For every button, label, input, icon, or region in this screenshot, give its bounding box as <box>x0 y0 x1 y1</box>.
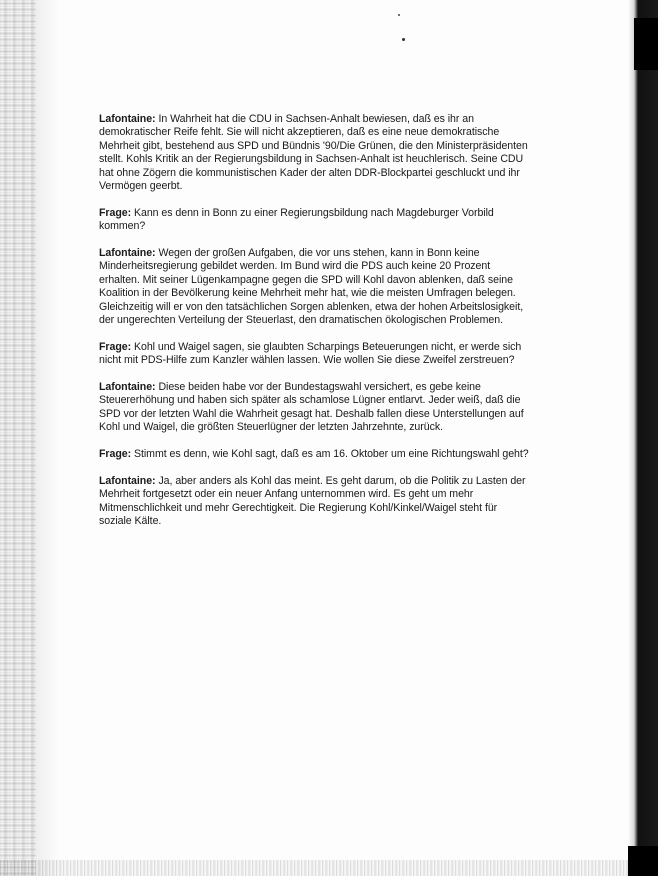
scan-edge-bottom <box>0 860 658 876</box>
speaker-label: Frage: <box>99 448 132 461</box>
paragraph <box>99 475 531 529</box>
paragraph <box>99 381 531 435</box>
scan-speck <box>398 14 400 16</box>
paragraph-text: Wegen der großen Aufgaben, die vor uns stehen, kann in Bonn keine Minderheitsregierung gebildet werden. Im Bund wird die PDS auch keine 20 Prozent erhalten. Mit seiner Lügenkampagne gegen die SPD will Kohl davon ablenken, daß seine Koalition in der Bevölkerung keine Mehrheit mehr hat, wie die meisten Umfragen belegen. Gleichzeitig will er von den tatsächlichen Sorgen ablenken, etwa der hohen Arbeitslosigkeit, der ungerechten Verteilung der Steuerlast, den dramatischen ökologischen Problemen. <box>99 247 524 327</box>
paragraph-text: Kann es denn in Bonn zu einer Regierungsbildung nach Magdeburger Vorbild kommen? <box>99 206 494 233</box>
paragraph <box>99 341 531 368</box>
paragraph-text: Ja, aber anders als Kohl das meint. Es geht darum, ob die Politik zu Lasten der Mehrheit fortgesetzt oder ein neuer Anfang unternommen wird. Es geht um mehr Mitmenschlichkeit und mehr Gerechtigkeit. Die Regierung Kohl/Kinkel/Waigel steht für soziale Kälte. <box>99 474 526 528</box>
speaker-label: Lafontaine: <box>99 113 156 125</box>
paragraph-text: Kohl und Waigel sagen, sie glaubten Scharpings Beteuerungen nicht, er werde sich nicht mit PDS-Hilfe zum Kanzler wählen lassen. Wie wollen Sie diese Zweifel zerstreuen? <box>99 340 522 367</box>
paragraph <box>99 113 531 193</box>
scan-speck <box>402 38 405 41</box>
paragraph-text: In Wahrheit hat die CDU in Sachsen-Anhalt bewiesen, daß es ihr an demokratischer Reife fehlt. Sie will nicht akzeptieren, daß es eine neue demokratische Mehrheit gibt, bestehend aus SPD und Bündnis '90/Die Grünen, die den Ministerpräsidenten stellt. Kohls Kritik an der Regierungsbildung in Sachsen-Anhalt ist heuchlerisch. Seine CDU hat ohne Zögern die kommunistischen Kader der alten DDR-Blockpartei geschluckt und ihr Vermögen geerbt. <box>99 113 528 193</box>
scan-shadow-left <box>36 0 60 876</box>
speaker-label: Frage: <box>99 340 132 353</box>
scan-edge-left <box>0 0 36 876</box>
scan-mark-top-right <box>634 18 658 70</box>
interview-text <box>99 113 531 542</box>
paragraph <box>99 247 531 327</box>
paragraph-text: Stimmt es denn, wie Kohl sagt, daß es am 16. Oktober um eine Richtungswahl geht? <box>131 448 529 461</box>
scan-edge-right <box>628 0 658 876</box>
speaker-label: Lafontaine: <box>99 381 156 394</box>
paragraph <box>99 448 531 461</box>
speaker-label: Lafontaine: <box>99 247 156 260</box>
paragraph-text: Diese beiden habe vor der Bundestagswahl versichert, es gebe keine Steuererhöhung und haben sich später als schamlose Lügner entlarvt. Jeder weiß, daß die SPD vor der letzten Wahl die Wahrheit gesagt hat. Deshalb fallen diese Unterstellungen auf Kohl und Waigel, die größten Steuerlügner der letzten Jahrzehnte, zurück. <box>99 381 524 434</box>
paragraph <box>99 207 531 234</box>
speaker-label: Lafontaine: <box>99 474 156 487</box>
speaker-label: Frage: <box>99 206 132 219</box>
